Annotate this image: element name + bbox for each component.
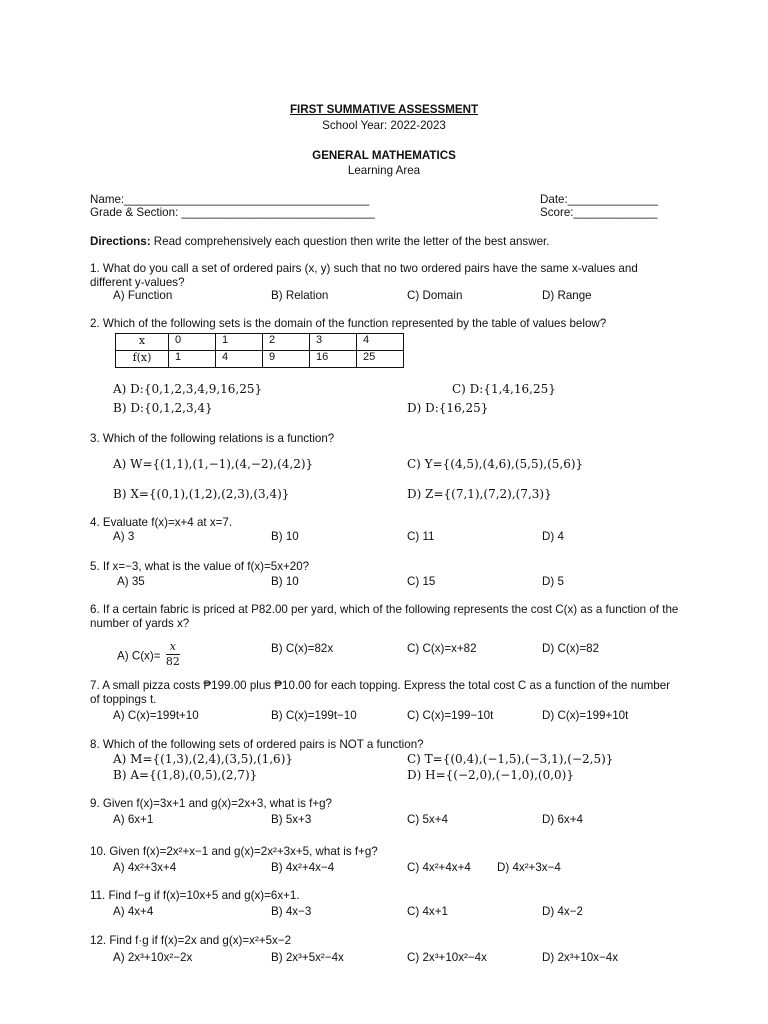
q11-option-b: B) 4x−3	[271, 905, 312, 918]
name-field: Name:______________________________________	[90, 193, 370, 206]
q6-fraction	[166, 640, 180, 669]
function-table	[115, 333, 404, 368]
q9-option-a: A) 6x+1	[113, 813, 154, 826]
document-title: FIRST SUMMATIVE ASSESSMENT	[289, 103, 479, 116]
table-cell: 1	[169, 351, 216, 368]
question-4-stem: 4. Evaluate f(x)=x+4 at x=7.	[90, 516, 233, 529]
q7-option-b: B) C(x)=199t−10	[271, 709, 357, 722]
question-10-stem: 10. Given f(x)=2x²+x−1 and g(x)=2x²+3x+5, what is f+g?	[90, 845, 378, 858]
q4-option-a: A) 3	[113, 530, 135, 543]
fraction-denominator: 82	[165, 654, 180, 668]
question-11-stem: 11. Find f−g if f(x)=10x+5 and g(x)=6x+1.	[90, 889, 300, 902]
q3-option-a: A) W={(1,1),(1,−1),(4,−2),(4,2)}	[113, 457, 314, 471]
table-cell: 2	[263, 334, 310, 351]
q9-option-c: C) 5x+4	[407, 813, 448, 826]
q12-option-c: C) 2x³+10x²−4x	[407, 951, 487, 964]
q12-option-a: A) 2x³+10x²−2x	[113, 951, 193, 964]
question-3-stem: 3. Which of the following relations is a function?	[90, 432, 335, 445]
table-row	[116, 351, 404, 368]
date-field: Date:______________	[540, 193, 658, 206]
directions-text: Read comprehensively each question then write the letter of the best answer.	[150, 235, 550, 248]
question-8-stem: 8. Which of the following sets of ordered pairs is NOT a function?	[90, 738, 424, 751]
q4-option-d: D) 4	[542, 530, 564, 543]
q9-option-d: D) 6x+4	[542, 813, 583, 826]
table-cell: 3	[310, 334, 357, 351]
question-12-stem: 12. Find f·g if f(x)=2x and g(x)=x²+5x−2	[90, 934, 292, 947]
table-cell: 16	[310, 351, 357, 368]
table-row	[116, 334, 404, 351]
q4-option-c: C) 11	[407, 530, 435, 543]
q11-option-a: A) 4x+4	[113, 905, 154, 918]
q6-option-a	[117, 642, 180, 671]
q6-option-d: D) C(x)=82	[542, 642, 600, 655]
learning-area: Learning Area	[347, 164, 421, 177]
question-6-stem: 6. If a certain fabric is priced at P82.00 per yard, which of the following represents the cost C(x) as a function of the number of yards x?	[90, 603, 679, 631]
q3-option-b: B) X={(0,1),(1,2),(2,3),(3,4)}	[113, 487, 290, 501]
table-header-x: x	[116, 334, 169, 351]
fraction-numerator: x	[166, 640, 180, 655]
school-year: School Year: 2022-2023	[322, 119, 446, 132]
subject-title: GENERAL MATHEMATICS	[312, 149, 456, 162]
question-7-stem: 7. A small pizza costs ₱199.00 plus ₱10.00 for each topping. Express the total cost C as a function of the number of toppings t.	[90, 679, 671, 707]
q11-option-d: D) 4x−2	[542, 905, 583, 918]
q5-option-d: D) 5	[542, 575, 564, 588]
q1-option-a: A) Function	[113, 289, 173, 302]
q2-option-b: B) D:{0,1,2,3,4}	[113, 401, 213, 415]
q6-option-b: B) C(x)=82x	[271, 642, 334, 655]
q10-option-a: A) 4x²+3x+4	[113, 861, 177, 874]
q6-option-c: C) C(x)=x+82	[407, 642, 477, 655]
q12-option-b: B) 2x³+5x²−4x	[271, 951, 344, 964]
q9-option-b: B) 5x+3	[271, 813, 312, 826]
q10-option-d: D) 4x²+3x−4	[497, 861, 561, 874]
question-1-stem: 1. What do you call a set of ordered pairs (x, y) such that no two ordered pairs have the same x-values and different y-values?	[90, 262, 638, 290]
q5-option-c: C) 15	[407, 575, 436, 588]
q1-option-c: C) Domain	[407, 289, 463, 302]
table-cell: 1	[216, 334, 263, 351]
q5-option-a: A) 35	[117, 575, 145, 588]
q4-option-b: B) 10	[271, 530, 299, 543]
q7-option-c: C) C(x)=199−10t	[407, 709, 494, 722]
question-2-stem: 2. Which of the following sets is the domain of the function represented by the table of values below?	[90, 317, 607, 330]
table-cell: 4	[357, 334, 404, 351]
q2-option-d: D) D:{16,25}	[407, 401, 489, 415]
directions-label: Directions:	[90, 235, 151, 248]
table-cell: 4	[216, 351, 263, 368]
q3-option-d: D) Z={(7,1),(7,2),(7,3)}	[407, 487, 552, 501]
q1-option-d: D) Range	[542, 289, 592, 302]
q8-option-d: D) H={(−2,0),(−1,0),(0,0)}	[407, 768, 574, 782]
q10-option-c: C) 4x²+4x+4	[407, 861, 471, 874]
q8-option-a: A) M={(1,3),(2,4),(3,5),(1,6)}	[113, 752, 294, 766]
question-9-stem: 9. Given f(x)=3x+1 and g(x)=2x+3, what is f+g?	[90, 797, 332, 810]
q1-option-b: B) Relation	[271, 289, 329, 302]
q11-option-c: C) 4x+1	[407, 905, 448, 918]
table-cell: 0	[169, 334, 216, 351]
table-cell: 9	[263, 351, 310, 368]
q12-option-d: D) 2x³+10x−4x	[542, 951, 619, 964]
q5-option-b: B) 10	[271, 575, 299, 588]
q7-option-a: A) C(x)=199t+10	[113, 709, 199, 722]
q3-option-c: C) Y={(4,5),(4,6),(5,5),(5,6)}	[407, 457, 584, 471]
grade-section-field: Grade & Section: ______________________________	[90, 206, 375, 219]
q10-option-b: B) 4x²+4x−4	[271, 861, 335, 874]
question-5-stem: 5. If x=−3, what is the value of f(x)=5x+20?	[90, 560, 310, 573]
directions	[90, 235, 550, 249]
q8-option-b: B) A={(1,8),(0,5),(2,7)}	[113, 768, 258, 782]
score-field: Score:_____________	[540, 206, 658, 219]
q7-option-d: D) C(x)=199+10t	[542, 709, 629, 722]
table-header-fx: f(x)	[116, 351, 169, 368]
q2-option-a: A) D:{0,1,2,3,4,9,16,25}	[113, 382, 263, 396]
q2-option-c: C) D:{1,4,16,25}	[452, 382, 556, 396]
q6-option-a-label: A) C(x)=	[117, 649, 161, 663]
table-cell: 25	[357, 351, 404, 368]
q8-option-c: C) T={(0,4),(−1,5),(−3,1),(−2,5)}	[407, 752, 614, 766]
